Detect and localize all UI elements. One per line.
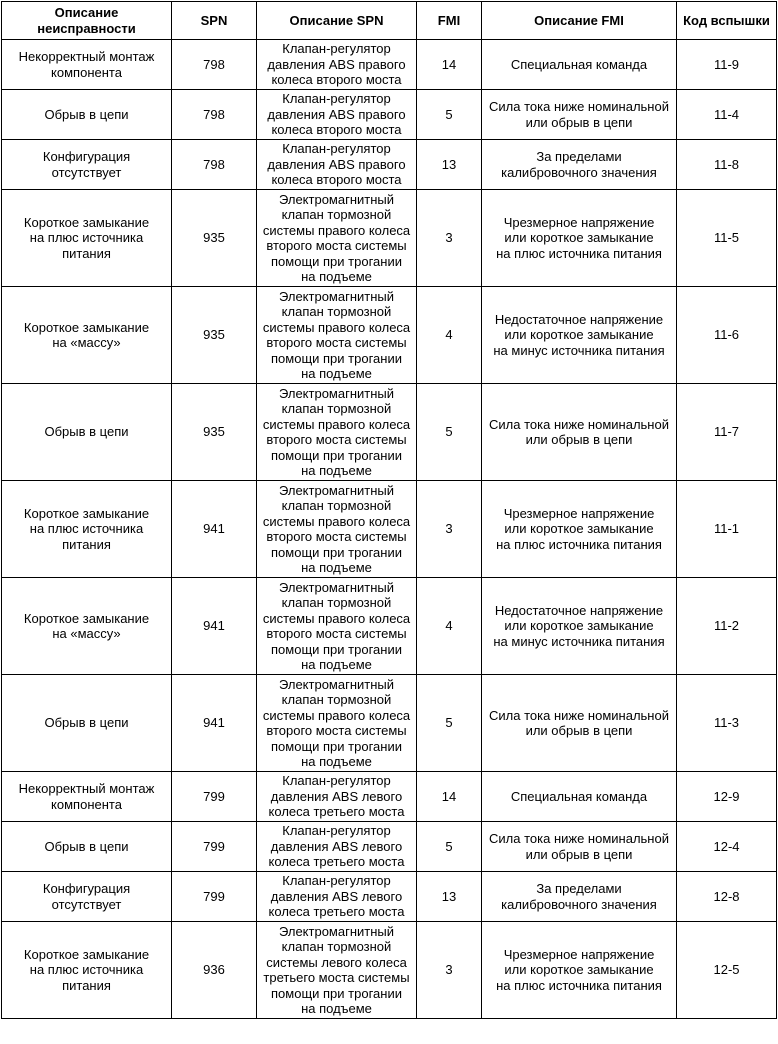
spn-cell: 935 xyxy=(172,287,257,384)
fault-description-cell: Некорректный монтаж компонента xyxy=(2,772,172,822)
fmi-cell: 14 xyxy=(417,40,482,90)
fmi-description-cell: Чрезмерное напряжение или короткое замыкание на плюс источника питания xyxy=(482,481,677,578)
header-row xyxy=(2,2,777,40)
spn-description-cell: Электромагнитный клапан тормозной системы правого колеса второго моста системы помощи при трогании на подъеме xyxy=(257,190,417,287)
fmi-cell: 4 xyxy=(417,578,482,675)
spn-cell: 799 xyxy=(172,872,257,922)
fmi-cell: 5 xyxy=(417,90,482,140)
fmi-description-cell: Недостаточное напряжение или короткое замыкание на минус источника питания xyxy=(482,578,677,675)
flash-code-cell: 12-8 xyxy=(677,872,777,922)
fault-description-cell: Обрыв в цепи xyxy=(2,90,172,140)
fault-description-cell: Короткое замыкание на плюс источника питания xyxy=(2,922,172,1019)
table-row xyxy=(2,822,777,872)
fmi-cell: 4 xyxy=(417,287,482,384)
fmi-cell: 3 xyxy=(417,190,482,287)
fault-description-cell: Короткое замыкание на «массу» xyxy=(2,287,172,384)
flash-code-cell: 12-5 xyxy=(677,922,777,1019)
spn-description-cell: Электромагнитный клапан тормозной системы левого колеса третьего моста системы помощи при трогании на подъеме xyxy=(257,922,417,1019)
flash-code-cell: 11-1 xyxy=(677,481,777,578)
spn-cell: 935 xyxy=(172,190,257,287)
fault-description-cell: Короткое замыкание на плюс источника питания xyxy=(2,481,172,578)
spn-cell: 799 xyxy=(172,772,257,822)
fmi-cell: 3 xyxy=(417,481,482,578)
spn-cell: 941 xyxy=(172,578,257,675)
fault-description-cell: Короткое замыкание на «массу» xyxy=(2,578,172,675)
table-row xyxy=(2,578,777,675)
fault-description-cell: Конфигурация отсутствует xyxy=(2,872,172,922)
fault-description-cell: Обрыв в цепи xyxy=(2,384,172,481)
spn-description-cell: Электромагнитный клапан тормозной системы правого колеса второго моста системы помощи при трогании на подъеме xyxy=(257,287,417,384)
flash-code-cell: 12-4 xyxy=(677,822,777,872)
header-spn: SPN xyxy=(172,2,257,40)
table-row xyxy=(2,190,777,287)
table-row xyxy=(2,481,777,578)
fmi-cell: 5 xyxy=(417,822,482,872)
flash-code-cell: 11-4 xyxy=(677,90,777,140)
header-spn-description: Описание SPN xyxy=(257,2,417,40)
header-fmi-description: Описание FMI xyxy=(482,2,677,40)
flash-code-cell: 11-2 xyxy=(677,578,777,675)
spn-cell: 941 xyxy=(172,481,257,578)
table-row xyxy=(2,872,777,922)
flash-code-cell: 11-8 xyxy=(677,140,777,190)
spn-cell: 941 xyxy=(172,675,257,772)
fmi-description-cell: Чрезмерное напряжение или короткое замыкание на плюс источника питания xyxy=(482,190,677,287)
spn-description-cell: Электромагнитный клапан тормозной системы правого колеса второго моста системы помощи при трогании на подъеме xyxy=(257,481,417,578)
fmi-cell: 13 xyxy=(417,140,482,190)
header-fault-description: Описание неисправности xyxy=(2,2,172,40)
fmi-description-cell: Сила тока ниже номинальной или обрыв в цепи xyxy=(482,675,677,772)
table-row xyxy=(2,772,777,822)
spn-cell: 798 xyxy=(172,140,257,190)
spn-cell: 798 xyxy=(172,90,257,140)
spn-cell: 935 xyxy=(172,384,257,481)
fmi-description-cell: Чрезмерное напряжение или короткое замыкание на плюс источника питания xyxy=(482,922,677,1019)
spn-description-cell: Клапан-регулятор давления ABS правого колеса второго моста xyxy=(257,40,417,90)
spn-description-cell: Клапан-регулятор давления ABS правого колеса второго моста xyxy=(257,90,417,140)
spn-description-cell: Электромагнитный клапан тормозной системы правого колеса второго моста системы помощи при трогании на подъеме xyxy=(257,578,417,675)
spn-description-cell: Клапан-регулятор давления ABS левого колеса третьего моста xyxy=(257,772,417,822)
fmi-cell: 3 xyxy=(417,922,482,1019)
fault-description-cell: Обрыв в цепи xyxy=(2,675,172,772)
header-flash-code: Код вспышки xyxy=(677,2,777,40)
fmi-description-cell: Сила тока ниже номинальной или обрыв в цепи xyxy=(482,384,677,481)
fault-description-cell: Короткое замыкание на плюс источника питания xyxy=(2,190,172,287)
table-header xyxy=(2,2,777,40)
table-row xyxy=(2,922,777,1019)
table-row xyxy=(2,140,777,190)
fmi-description-cell: Сила тока ниже номинальной или обрыв в цепи xyxy=(482,822,677,872)
table-row xyxy=(2,90,777,140)
flash-code-cell: 11-3 xyxy=(677,675,777,772)
fault-description-cell: Обрыв в цепи xyxy=(2,822,172,872)
flash-code-cell: 12-9 xyxy=(677,772,777,822)
spn-description-cell: Клапан-регулятор давления ABS правого колеса второго моста xyxy=(257,140,417,190)
fault-description-cell: Некорректный монтаж компонента xyxy=(2,40,172,90)
fmi-cell: 5 xyxy=(417,384,482,481)
fault-description-cell: Конфигурация отсутствует xyxy=(2,140,172,190)
fmi-description-cell: Специальная команда xyxy=(482,40,677,90)
table-body xyxy=(2,40,777,1019)
flash-code-cell: 11-7 xyxy=(677,384,777,481)
table-row xyxy=(2,384,777,481)
spn-cell: 798 xyxy=(172,40,257,90)
header-fmi: FMI xyxy=(417,2,482,40)
fmi-description-cell: Недостаточное напряжение или короткое замыкание на минус источника питания xyxy=(482,287,677,384)
table-row xyxy=(2,40,777,90)
table-row xyxy=(2,675,777,772)
spn-description-cell: Клапан-регулятор давления ABS левого колеса третьего моста xyxy=(257,872,417,922)
flash-code-cell: 11-9 xyxy=(677,40,777,90)
fmi-cell: 14 xyxy=(417,772,482,822)
fmi-description-cell: За пределами калибровочного значения xyxy=(482,140,677,190)
fmi-description-cell: Специальная команда xyxy=(482,772,677,822)
spn-cell: 936 xyxy=(172,922,257,1019)
flash-code-cell: 11-6 xyxy=(677,287,777,384)
table-row xyxy=(2,287,777,384)
fmi-cell: 13 xyxy=(417,872,482,922)
spn-cell: 799 xyxy=(172,822,257,872)
fmi-cell: 5 xyxy=(417,675,482,772)
spn-description-cell: Электромагнитный клапан тормозной системы правого колеса второго моста системы помощи при трогании на подъеме xyxy=(257,675,417,772)
spn-description-cell: Электромагнитный клапан тормозной системы правого колеса второго моста системы помощи при трогании на подъеме xyxy=(257,384,417,481)
fmi-description-cell: За пределами калибровочного значения xyxy=(482,872,677,922)
fault-code-table xyxy=(1,1,777,1019)
fmi-description-cell: Сила тока ниже номинальной или обрыв в цепи xyxy=(482,90,677,140)
spn-description-cell: Клапан-регулятор давления ABS левого колеса третьего моста xyxy=(257,822,417,872)
flash-code-cell: 11-5 xyxy=(677,190,777,287)
